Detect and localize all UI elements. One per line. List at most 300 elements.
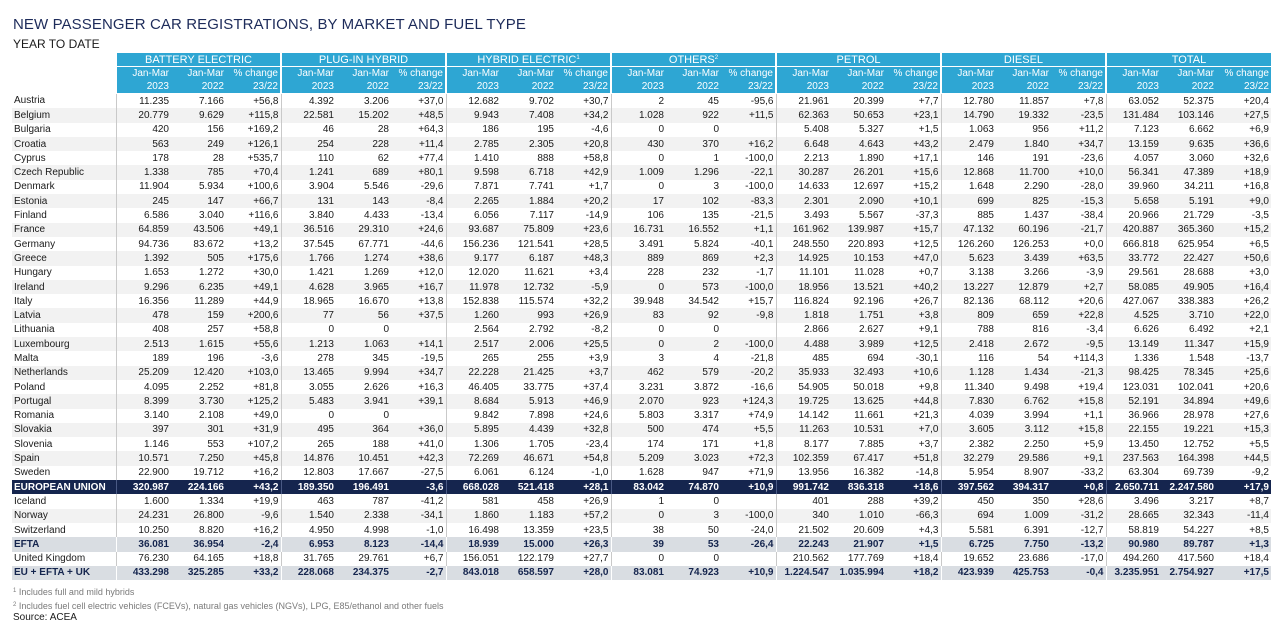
group-header: [941, 53, 1106, 67]
row-label: Italy: [14, 295, 33, 307]
table-cell: 64.165: [193, 553, 224, 565]
column-header: Jan-Mar: [996, 67, 1051, 81]
table-cell: 248.550: [776, 237, 831, 251]
table-cell: 581: [446, 494, 501, 508]
table-cell: 3: [611, 351, 666, 365]
table-cell: 6.586: [116, 208, 171, 222]
table-cell: +42,9: [556, 165, 611, 179]
table-cell: -24,0: [750, 524, 774, 536]
table-cell: 83: [611, 308, 666, 322]
table-cell: 139.987: [831, 223, 886, 237]
table-cell: 2.626: [363, 381, 389, 393]
table-cell: 56: [336, 308, 391, 322]
table-cell: +23,6: [556, 223, 611, 237]
table-cell: 52.375: [1183, 95, 1214, 107]
table-cell: 50: [707, 524, 719, 536]
table-cell: 6.725: [941, 537, 996, 551]
table-cell: 0: [713, 324, 719, 336]
table-cell: 6.492: [1188, 324, 1214, 336]
table-row: [12, 266, 1271, 280]
footnote-text: Includes fuel cell electric vehicles (FCEVs), natural gas vehicles (NGVs), LPG, E85/ethanol and other fuels: [18, 601, 444, 611]
table-cell: 69.739: [1183, 467, 1214, 479]
table-cell: 3.840: [281, 208, 336, 222]
table-cell: -1,0: [426, 524, 444, 536]
table-cell: +37,4: [583, 381, 609, 393]
table-cell: 0: [611, 180, 666, 194]
table-cell: -100,0: [745, 152, 774, 164]
table-cell: +8,7: [1249, 495, 1269, 507]
column-header: 2023: [941, 80, 996, 94]
table-cell: -34,1: [391, 509, 446, 523]
table-cell: 4.950: [281, 523, 336, 537]
table-cell: 2.479: [941, 137, 996, 151]
column-header: Jan-Mar: [611, 67, 666, 81]
table-cell: 6.648: [776, 137, 831, 151]
table-cell: -100,0: [745, 181, 774, 193]
table-cell: 20.779: [116, 108, 171, 122]
table-row: [12, 294, 1271, 308]
table-cell: 4.392: [281, 94, 336, 109]
table-cell: 4.433: [363, 210, 389, 222]
table-cell: 3.023: [666, 451, 721, 465]
row-label: Lithuania: [14, 324, 55, 336]
table-cell: 25.209: [116, 366, 171, 380]
row-label: Netherlands: [12, 366, 116, 380]
table-cell: +34,7: [1051, 137, 1106, 151]
table-cell: 0: [611, 337, 666, 351]
table-cell: 18.965: [281, 294, 336, 308]
table-row: [12, 237, 1271, 251]
table-cell: +38,6: [391, 251, 446, 265]
table-cell: 1.213: [281, 337, 336, 351]
table-cell: 991.742: [776, 480, 831, 494]
table-cell: 666.818: [1106, 237, 1161, 251]
registrations-table: [12, 53, 1271, 580]
table-cell: 1.648: [941, 180, 996, 194]
table-cell: 19.221: [1161, 423, 1216, 437]
table-cell: 152.838: [446, 294, 501, 308]
table-cell: 1: [713, 152, 719, 164]
table-cell: 947: [702, 467, 719, 479]
table-cell: 28.688: [1183, 267, 1214, 279]
table-cell: 11.101: [776, 266, 831, 280]
table-cell: +2,7: [1051, 280, 1106, 294]
table-cell: -100,0: [721, 509, 776, 523]
table-cell: 6.762: [996, 394, 1051, 408]
table-cell: 788: [941, 323, 996, 337]
table-cell: 394.317: [996, 480, 1051, 494]
page-title: NEW PASSENGER CAR REGISTRATIONS, BY MARKET AND FUEL TYPE: [13, 16, 526, 33]
table-cell: +10,9: [721, 566, 776, 580]
table-cell: +37,5: [391, 308, 446, 322]
table-cell: -41,2: [420, 495, 444, 507]
row-label: Cyprus: [14, 152, 46, 164]
table-cell: +12,0: [418, 267, 444, 279]
table-cell: 14.925: [776, 251, 831, 265]
table-cell: +54,8: [556, 451, 611, 465]
table-row: [12, 123, 1271, 137]
table-cell: 32.279: [941, 451, 996, 465]
table-cell: +74,9: [748, 410, 774, 422]
table-cell: 1.272: [198, 267, 224, 279]
table-cell: 156: [207, 124, 224, 136]
table-cell: 39.960: [1106, 180, 1161, 194]
table-cell: -3,9: [1086, 267, 1104, 279]
table-cell: +9,1: [1051, 451, 1106, 465]
table-cell: 4.643: [831, 137, 886, 151]
table-cell: +107,2: [247, 438, 279, 450]
table-cell: 2.672: [996, 337, 1051, 351]
table-cell: +3,9: [588, 352, 609, 364]
table-cell: +15,7: [748, 295, 774, 307]
table-cell: 401: [776, 494, 831, 508]
table-cell: 11.978: [446, 280, 501, 294]
table-cell: 36.516: [281, 223, 336, 237]
table-cell: 923: [666, 394, 721, 408]
table-cell: 89.787: [1161, 537, 1216, 551]
column-header: 23/22: [226, 80, 281, 94]
table-cell: +6,9: [1249, 124, 1269, 136]
table-row: [12, 108, 1271, 122]
table-cell: +49,6: [1216, 394, 1271, 408]
table-cell: 430: [611, 137, 666, 151]
table-cell: 19.712: [193, 467, 224, 479]
table-cell: 3.112: [996, 423, 1051, 437]
table-cell: 7.898: [528, 410, 554, 422]
table-cell: 210.562: [776, 552, 831, 566]
table-cell: 16.356: [116, 294, 171, 308]
column-header: 2023: [281, 80, 336, 94]
table-cell: 699: [941, 194, 996, 208]
table-cell: 2.792: [528, 324, 554, 336]
table-cell: 7.885: [858, 438, 884, 450]
table-cell: 13.159: [1106, 137, 1161, 151]
table-cell: 14.633: [776, 180, 831, 194]
table-cell: +27,7: [583, 553, 609, 565]
table-cell: 668.028: [446, 480, 501, 494]
table-cell: 1.540: [281, 509, 336, 523]
column-header: % change: [1051, 67, 1106, 81]
table-cell: [721, 494, 776, 508]
table-cell: 28: [212, 152, 224, 164]
table-cell: 53: [666, 537, 721, 551]
table-cell: +40,2: [886, 280, 941, 294]
table-cell: 7.117: [529, 210, 554, 222]
row-label: Czech Republic: [12, 165, 116, 179]
table-cell: -9,5: [1051, 337, 1106, 351]
table-cell: 1.128: [941, 366, 996, 380]
table-cell: -5,9: [556, 280, 611, 294]
table-row: [12, 208, 1271, 222]
table-cell: -38,4: [1080, 210, 1104, 222]
table-cell: -14,9: [585, 210, 609, 222]
table-cell: +15,2: [1216, 223, 1271, 237]
table-cell: 4.057: [1106, 151, 1161, 165]
table-cell: +2,3: [721, 251, 776, 265]
table-cell: 0: [713, 495, 719, 507]
table-cell: 20.399: [853, 95, 884, 107]
table-cell: +17,5: [1216, 566, 1271, 580]
table-cell: 3.941: [336, 394, 391, 408]
table-cell: 0: [713, 124, 719, 136]
table-cell: 13.465: [281, 366, 336, 380]
column-header: Jan-Mar: [501, 67, 556, 81]
table-cell: +0,0: [1083, 238, 1104, 250]
table-cell: 1.705: [528, 438, 554, 450]
table-cell: 174: [611, 437, 666, 451]
table-cell: -9,8: [721, 308, 776, 322]
table-cell: +24,6: [391, 223, 446, 237]
column-header: 23/22: [886, 80, 941, 94]
table-cell: -22,1: [721, 165, 776, 179]
table-cell: 5.623: [941, 251, 996, 265]
table-cell: 78.345: [1161, 366, 1216, 380]
table-cell: 889: [611, 251, 666, 265]
table-cell: -21,7: [1051, 223, 1106, 237]
table-cell: 420: [116, 123, 171, 137]
table-cell: 161.962: [776, 223, 831, 237]
table-cell: 1.010: [831, 509, 886, 523]
table-cell: +10,0: [1051, 165, 1106, 179]
column-header: Jan-Mar: [776, 67, 831, 81]
group-header-label: DIESEL: [1003, 53, 1044, 66]
table-cell: 26.201: [831, 165, 886, 179]
table-cell: 2.265: [446, 194, 501, 208]
table-cell: 121.541: [517, 238, 554, 250]
table-cell: +72,3: [721, 451, 776, 465]
row-label: Poland: [14, 381, 46, 393]
table-cell: -13,7: [1246, 352, 1269, 364]
table-cell: -3,5: [1251, 210, 1269, 222]
table-cell: 156.051: [446, 552, 501, 566]
table-cell: 14.876: [281, 451, 336, 465]
table-row: [12, 552, 1271, 566]
table-cell: 7.871: [446, 180, 501, 194]
table-cell: 16.382: [853, 467, 884, 479]
table-cell: -16,6: [750, 381, 774, 393]
table-cell: 186: [446, 123, 501, 137]
table-cell: 1.421: [281, 266, 336, 280]
table-cell: +28,5: [583, 238, 609, 250]
column-header: 2023: [116, 80, 171, 94]
table-cell: 3.904: [281, 180, 336, 194]
table-cell: +169,2: [247, 124, 279, 136]
table-cell: 1.392: [116, 251, 171, 265]
table-cell: 10.571: [116, 451, 171, 465]
table-cell: +11,2: [1078, 124, 1104, 136]
table-cell: +25,6: [1216, 366, 1271, 380]
table-cell: -13,2: [1051, 537, 1106, 551]
row-label: Portugal: [12, 394, 116, 408]
table-cell: 2.252: [198, 381, 224, 393]
table-cell: -9,6: [226, 509, 281, 523]
column-header: 23/22: [721, 80, 776, 94]
table-cell: 2.301: [776, 194, 831, 208]
table-cell: -13,4: [420, 210, 444, 222]
table-cell: 6.061: [446, 466, 501, 480]
table-cell: 115.574: [518, 295, 554, 307]
table-cell: 869: [666, 251, 721, 265]
table-cell: 5.658: [1106, 194, 1161, 208]
table-cell: 2.006: [501, 337, 556, 351]
table-row: [12, 351, 1271, 365]
table-cell: +51,8: [886, 451, 941, 465]
table-cell: +18,9: [1216, 165, 1271, 179]
table-cell: +1,5: [918, 124, 939, 136]
table-cell: 64.859: [116, 223, 171, 237]
table-cell: 28.665: [1106, 509, 1161, 523]
table-cell: +23,1: [886, 108, 941, 122]
table-cell: +50,6: [1216, 251, 1271, 265]
table-cell: +12,5: [913, 238, 939, 250]
table-cell: 1.063: [336, 337, 391, 351]
table-cell: +25,5: [556, 337, 611, 351]
table-cell: +175,6: [226, 251, 281, 265]
table-cell: +2,1: [1249, 324, 1269, 336]
table-cell: 62: [377, 152, 389, 164]
table-cell: +124,3: [721, 394, 776, 408]
table-cell: -2,7: [391, 566, 446, 580]
table-cell: 228: [336, 137, 391, 151]
table-cell: 0: [383, 324, 389, 336]
table-cell: +116,6: [248, 210, 279, 222]
table-cell: +18,2: [886, 566, 941, 580]
table-cell: 1.063: [941, 123, 996, 137]
table-cell: 131: [281, 194, 336, 208]
table-cell: 2.517: [446, 337, 501, 351]
table-cell: 22.581: [281, 108, 336, 122]
table-cell: +32,6: [1243, 152, 1269, 164]
table-cell: +44,9: [253, 295, 279, 307]
row-label: EFTA: [12, 537, 116, 551]
column-header: Jan-Mar: [1106, 67, 1161, 81]
table-cell: 1.434: [996, 366, 1051, 380]
table-cell: 787: [372, 495, 389, 507]
table-cell: 164.398: [1161, 451, 1216, 465]
table-cell: 825: [996, 194, 1051, 208]
table-cell: +5,5: [1249, 438, 1269, 450]
table-cell: -44,6: [420, 238, 444, 250]
table-cell: 19.332: [996, 108, 1051, 122]
table-cell: +0,7: [918, 267, 939, 279]
table-cell: +11,4: [391, 137, 446, 151]
row-label: France: [12, 223, 116, 237]
table-cell: +32,2: [583, 295, 609, 307]
table-cell: 126.260: [941, 237, 996, 251]
table-cell: 6.187: [501, 251, 556, 265]
table-cell: -3,4: [1086, 324, 1104, 336]
table-cell: 3.730: [171, 394, 226, 408]
table-cell: 3.140: [116, 409, 171, 423]
table-cell: 7.408: [501, 108, 556, 122]
table-cell: 5.895: [446, 423, 501, 437]
table-cell: +1,1: [721, 223, 776, 237]
column-header: 2023: [1106, 80, 1161, 94]
table-cell: 21.729: [1183, 210, 1214, 222]
table-cell: 11.263: [776, 423, 831, 437]
column-header: Jan-Mar: [941, 67, 996, 81]
table-cell: -15,3: [1051, 194, 1106, 208]
table-cell: 83.042: [611, 480, 666, 494]
column-header: 2023: [776, 80, 831, 94]
table-cell: 2.250: [1023, 438, 1049, 450]
table-cell: +34,7: [391, 366, 446, 380]
table-cell: 3.206: [363, 95, 389, 107]
table-cell: 2: [666, 337, 721, 351]
table-cell: 3: [713, 181, 719, 193]
table-cell: +57,2: [556, 509, 611, 523]
table-cell: 2.650.711: [1106, 480, 1161, 494]
table-cell: 4.095: [116, 380, 171, 394]
table-cell: +6,5: [1249, 238, 1269, 250]
table-cell: 22.243: [776, 537, 831, 551]
table-cell: 11.289: [194, 295, 224, 307]
table-cell: -21,5: [750, 210, 774, 222]
table-cell: +16,8: [1243, 181, 1269, 193]
table-cell: 1.818: [776, 308, 831, 322]
table-cell: 2.627: [858, 324, 884, 336]
table-cell: 93.687: [446, 223, 501, 237]
table-cell: 1.028: [611, 108, 666, 122]
table-cell: -66,3: [886, 509, 941, 523]
table-cell: +1,3: [1216, 537, 1271, 551]
table-cell: 6.056: [446, 208, 501, 222]
table-cell: 2.290: [1023, 181, 1049, 193]
table-cell: 21.502: [776, 523, 831, 537]
table-cell: 47.389: [1161, 165, 1216, 179]
table-cell: 116.824: [776, 294, 831, 308]
table-cell: -3,6: [391, 480, 446, 494]
table-cell: 922: [666, 108, 721, 122]
table-cell: 135: [702, 210, 719, 222]
table-cell: 0: [611, 280, 666, 294]
column-header: % change: [391, 67, 446, 81]
table-cell: 9.498: [1023, 381, 1049, 393]
table-cell: -20,2: [721, 366, 776, 380]
table-cell: +3,0: [1249, 267, 1269, 279]
table-body: [12, 94, 1271, 581]
table-cell: 462: [611, 366, 666, 380]
table-cell: 83.081: [611, 566, 666, 580]
table-cell: 2.247.580: [1161, 480, 1216, 494]
table-cell: +7,8: [1083, 95, 1104, 107]
table-cell: +16,2: [253, 467, 279, 479]
table-cell: 22.427: [1161, 251, 1216, 265]
table-cell: +64,3: [418, 124, 444, 136]
table-cell: 417.560: [1177, 553, 1214, 565]
table-cell: 126.253: [1012, 238, 1049, 250]
table-cell: [391, 409, 446, 423]
table-cell: 255: [537, 352, 554, 364]
table-cell: 2.070: [611, 394, 666, 408]
table-cell: 21.961: [776, 94, 831, 109]
table-cell: +34,2: [556, 108, 611, 122]
table-cell: 579: [666, 366, 721, 380]
table-cell: 521.418: [501, 480, 556, 494]
table-cell: +70,4: [226, 165, 281, 179]
table-cell: 425.753: [996, 566, 1051, 580]
table-row: [12, 323, 1271, 337]
table-cell: +28,6: [1078, 495, 1104, 507]
table-cell: 131.484: [1106, 108, 1161, 122]
table-cell: +14,1: [391, 337, 446, 351]
table-cell: +15,6: [886, 165, 941, 179]
table-cell: 245: [116, 194, 171, 208]
table-cell: 494.260: [1106, 552, 1161, 566]
table-cell: 83.672: [193, 238, 224, 250]
table-cell: 993: [501, 308, 556, 322]
table-cell: 6.235: [171, 280, 226, 294]
